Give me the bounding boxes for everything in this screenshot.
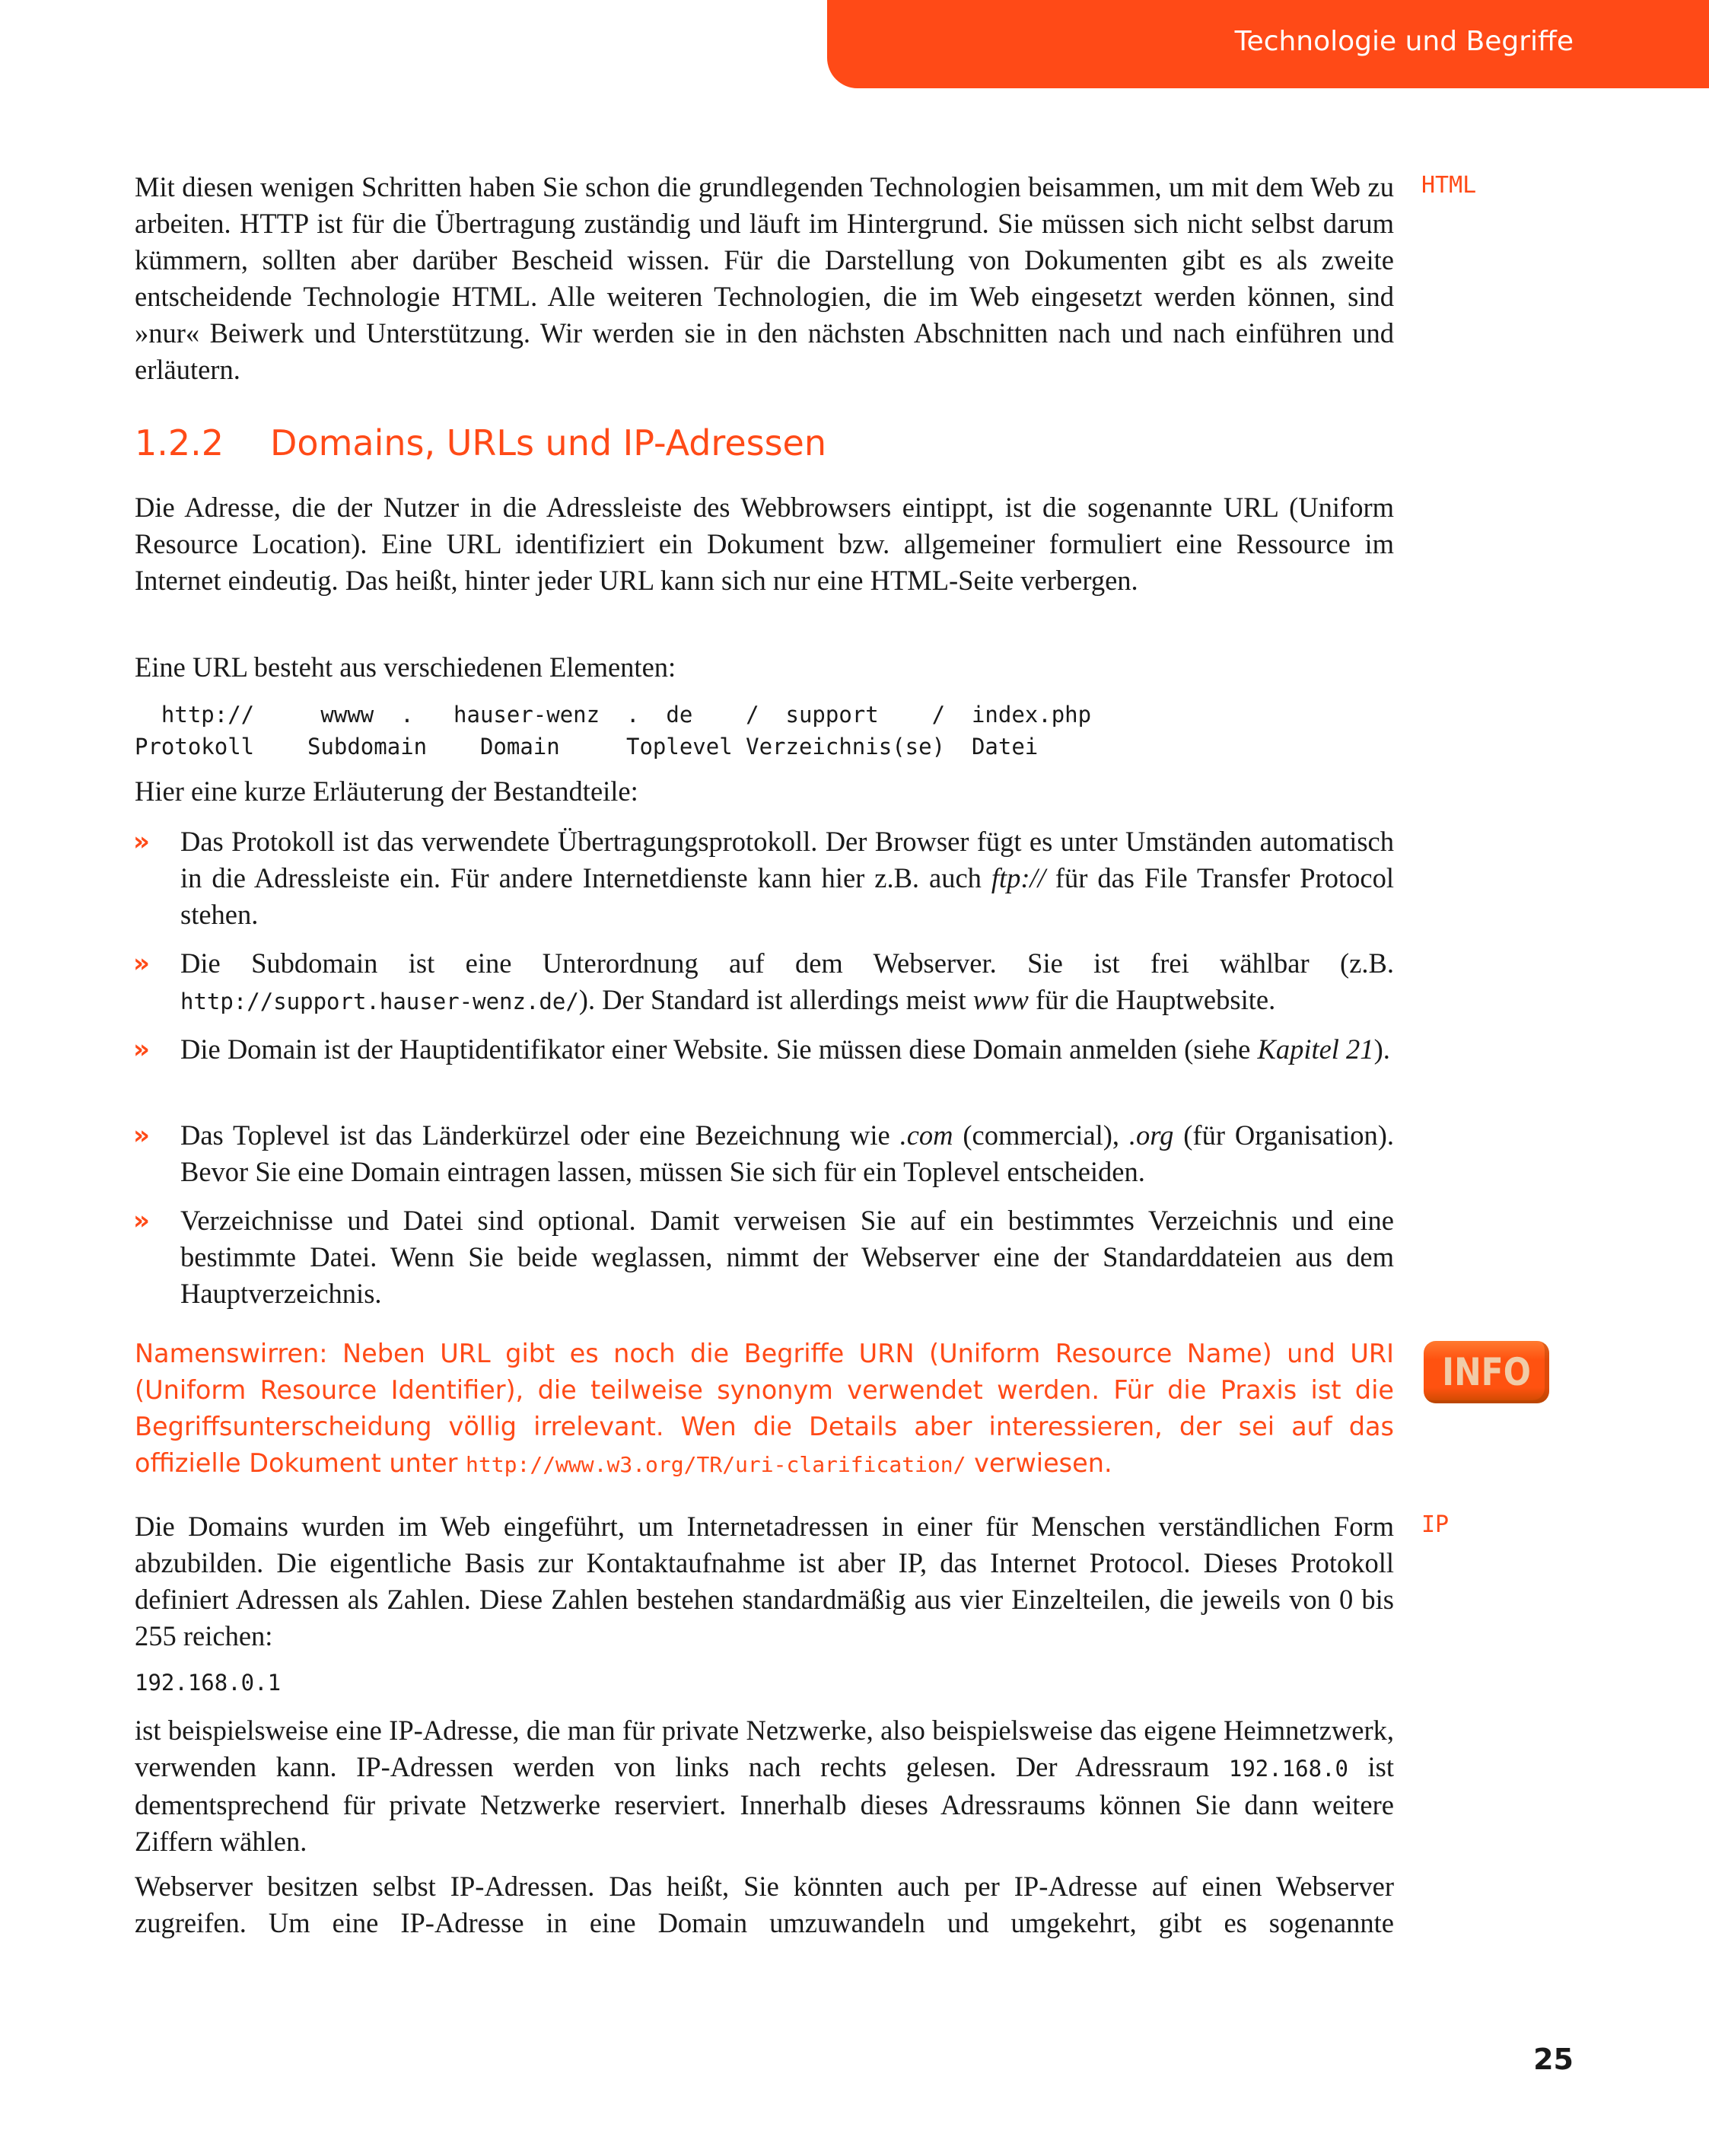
text-run: Eine URL besteht aus verschiedenen Elementen: (135, 651, 676, 683)
text-run: Das Protokoll ist das verwendete Übertragungsprotokoll. Der Browser fügt es unter Umständen automatisch in die Adressleiste ein. Für andere Internetdienste kann hier z.B. auch (180, 826, 1394, 893)
text-run: Namenswirren: Neben URL gibt es noch die Begriffe URN (Uniform Resource Name) und URI (Uniform Resource Identifier), die teilweise synonym verwendet werden. Für die Praxis ist die Begriffsunterscheidung völlig irrelevant. Wen die Details aber interessieren, der sei auf das offizielle Dokument unter (135, 1339, 1394, 1478)
text-run: Hier eine kurze Erläuterung der Bestandteile: (135, 775, 638, 807)
text-run: ). Der Standard ist allerdings meist (578, 984, 973, 1015)
bullet-item (133, 1202, 1394, 1312)
bullet-item (133, 823, 1394, 933)
bullet-item (133, 1031, 1394, 1068)
text-run: (commercial), (953, 1119, 1129, 1151)
inline-code: http://support.hauser-wenz.de/ (180, 989, 579, 1014)
text-run: Die Subdomain ist eine Unterordnung auf dem Webserver. Sie ist frei wählbar (z.B. (180, 947, 1394, 979)
chapter-title: Technologie und Begriffe (1234, 26, 1574, 57)
section-number: 1.2.2 (135, 422, 224, 463)
ip-example: 192.168.0.1 (135, 1670, 282, 1696)
inline-code: 192.168.0 (1228, 1756, 1349, 1782)
bullet-marker-icon: » (133, 1205, 150, 1236)
margin-note-html: HTML (1421, 172, 1477, 199)
bullet-item (133, 945, 1394, 1020)
info-badge-icon (1424, 1341, 1549, 1403)
margin-note-ip: IP (1421, 1511, 1450, 1538)
paragraph (135, 773, 1394, 810)
text-run: Webserver besitzen selbst IP-Adressen. Das heißt, Sie könnten auch per IP-Adresse auf einen Webserver zugreifen. Um eine IP-Adresse in eine Domain umzuwandeln und umgekehrt, gibt es sogenannte (135, 1871, 1394, 1938)
text-run: für das File Transfer Protocol stehen. (180, 862, 1394, 930)
page-number: 25 (1533, 2043, 1574, 2076)
bullet-marker-icon: » (133, 948, 150, 979)
info-box-text (135, 1336, 1394, 1483)
text-run: ). (1373, 1033, 1390, 1065)
paragraph (135, 169, 1394, 388)
text-run: ist dementsprechend für private Netzwerke reserviert. Innerhalb dieses Adressraums können Sie dann weitere Ziffern wählen. (135, 1751, 1394, 1857)
paragraph (135, 1712, 1394, 1860)
emphasis-text: Kapitel 21 (1257, 1033, 1374, 1065)
url-example-labels: Protokoll Subdomain Domain Toplevel Verzeichnis(se) Datei (135, 734, 1039, 760)
paragraph (135, 1508, 1394, 1654)
inline-code: http://www.w3.org/TR/uri-clarification/ (466, 1452, 966, 1477)
text-run: (für Organisation). Bevor Sie eine Domain eintragen lassen, müssen Sie sich für ein Toplevel entscheiden. (180, 1119, 1394, 1187)
bullet-marker-icon: » (133, 1120, 150, 1151)
emphasis-text: .org (1128, 1119, 1174, 1151)
bullet-text (180, 1033, 1390, 1065)
text-run: Mit diesen wenigen Schritten haben Sie schon die grundlegenden Technologien beisammen, um mit dem Web zu arbeiten. HTTP ist für die Übertragung zuständig und läuft im Hintergrund. Sie müssen sich nicht selbst darum kümmern, sollten aber darüber Bescheid wissen. Für die Darstellung von Dokumenten gibt es als zweite entscheidende Technologie HTML. Alle weiteren Technologien, die im Web eingesetzt werden können, sind »nur« Beiwerk und Unterstützung. Wir werden sie in den nächsten Abschnitten nach und nach einführen und erläutern. (135, 171, 1394, 385)
url-example-parts: http:// wwww . hauser-wenz . de / support / index.php (135, 702, 1092, 728)
section-title: Domains, URLs und IP-Adressen (270, 422, 827, 463)
bullet-item (133, 1117, 1394, 1190)
text-run: verwiesen. (966, 1448, 1112, 1478)
bullet-marker-icon: » (133, 1034, 150, 1065)
section-heading (135, 422, 826, 463)
text-run: für die Hauptwebsite. (1028, 984, 1276, 1015)
emphasis-text: ftp:// (991, 862, 1045, 893)
text-run: Die Domains wurden im Web eingeführt, um Internetadressen in einer für Menschen verständlichen Form abzubilden. Die eigentliche Basis zur Kontaktaufnahme ist aber IP, das Internet Protocol. Dieses Protokoll definiert Adressen als Zahlen. Diese Zahlen bestehen standardmäßig aus vier Einzelteilen, die jeweils von 0 bis 255 reichen: (135, 1511, 1394, 1651)
bullet-text (180, 1205, 1394, 1309)
text-run: Das Toplevel ist das Länderkürzel oder eine Bezeichnung wie (180, 1119, 900, 1151)
paragraph (135, 489, 1394, 599)
paragraph (135, 1868, 1394, 1941)
text-run: Verzeichnisse und Datei sind optional. Damit verweisen Sie auf ein bestimmtes Verzeichnis und eine bestimmte Datei. Wenn Sie beide weglassen, nimmt der Webserver eine der Standarddateien aus dem Hauptverzeichnis. (180, 1205, 1394, 1309)
text-run: ist beispielsweise eine IP-Adresse, die man für private Netzwerke, also beispielsweise das eigene Heimnetzwerk, verwenden kann. IP-Adressen werden von links nach rechts gelesen. Der Adressraum (135, 1715, 1394, 1782)
text-run: Die Domain ist der Hauptidentifikator einer Website. Sie müssen diese Domain anmelden (siehe (180, 1033, 1258, 1065)
info-badge-label: INFO (1442, 1350, 1531, 1394)
bullet-text (180, 947, 1394, 1015)
bullet-text (180, 826, 1394, 930)
emphasis-text: .com (899, 1119, 953, 1151)
bullet-marker-icon: » (133, 826, 150, 857)
bullet-text (180, 1119, 1394, 1187)
chapter-header-bar (827, 0, 1709, 88)
paragraph (135, 649, 1394, 686)
text-run: Die Adresse, die der Nutzer in die Adressleiste des Webbrowsers eintippt, ist die sogenannte URL (Uniform Resource Location). Eine URL identifiziert ein Dokument bzw. allgemeiner formuliert eine Ressource im Internet eindeutig. Das heißt, hinter jeder URL kann sich nur eine HTML-Seite verbergen. (135, 492, 1394, 596)
emphasis-text: www (972, 984, 1029, 1015)
